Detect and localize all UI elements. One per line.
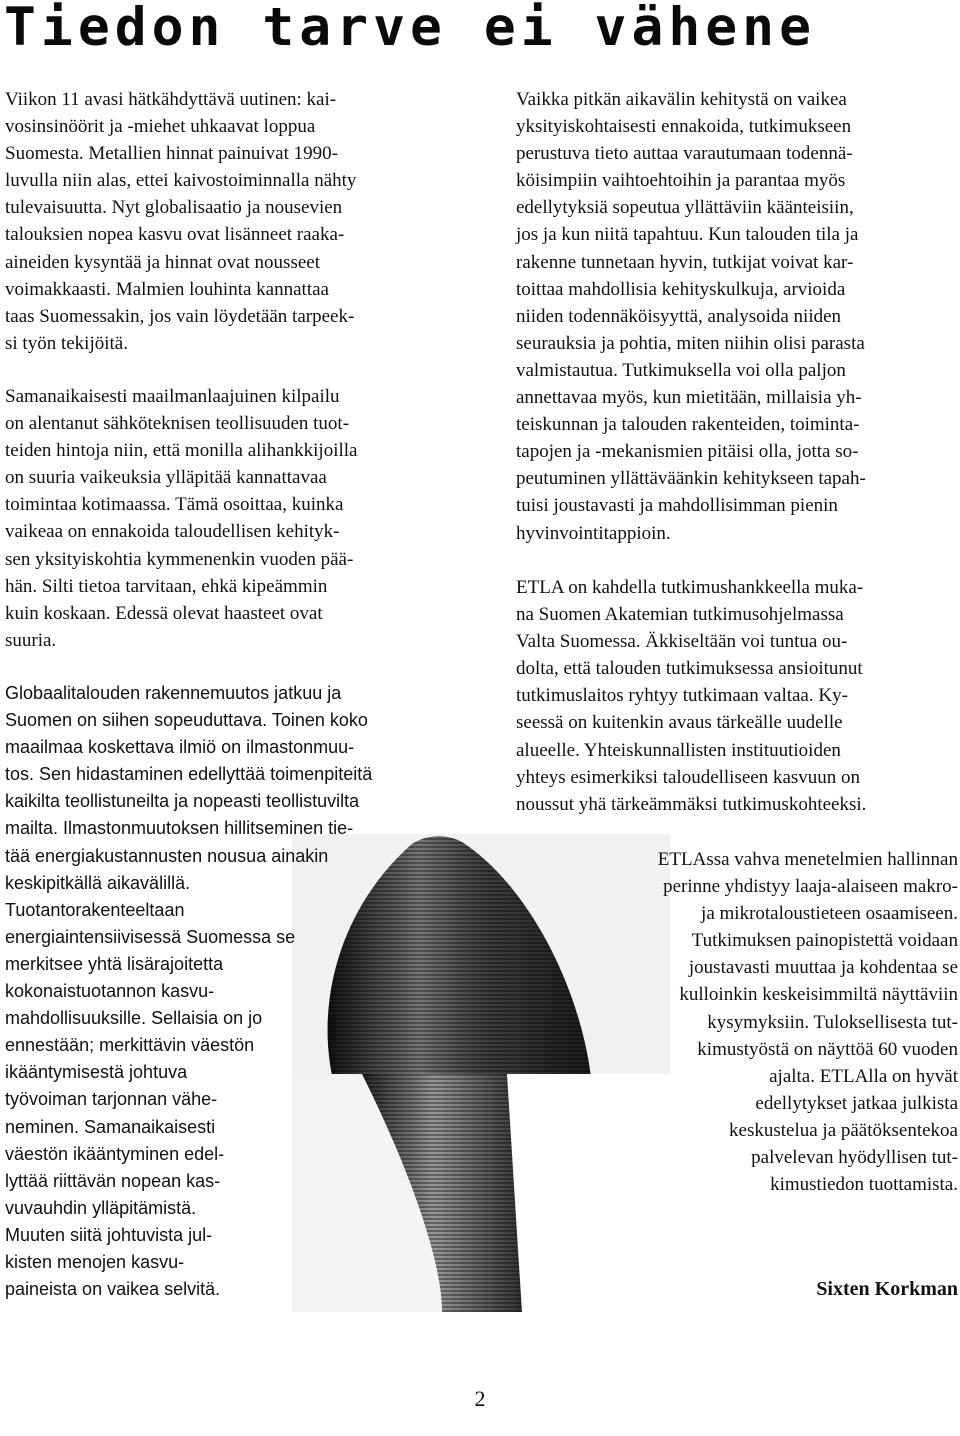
paragraph-3	[5, 680, 445, 1303]
text-line: ennestään; merkittävin väestön	[5, 1035, 255, 1056]
text-line: väestön ikääntyminen edel-	[5, 1143, 225, 1164]
text-line: jos ja kun niitä tapahtuu. Kun talouden tila ja	[516, 224, 859, 246]
text-line: peutuminen yllättäväänkin kehitykseen tapah-	[516, 468, 866, 490]
text-line: Tuotantorakenteeltaan	[5, 899, 185, 920]
text-line: Suomesta. Metallien hinnat painuivat 1990-	[5, 143, 338, 165]
text-line: dolta, että talouden tutkimuksessa ansioitunut	[516, 658, 863, 680]
page-title: Tiedon tarve ei vähene	[4, 0, 816, 58]
text-line: teiden hintoja niin, että monilla alihankkijoilla	[5, 440, 358, 462]
paragraph-1	[5, 86, 445, 357]
text-line: kimustyöstä on näyttöä 60 vuoden	[697, 1038, 958, 1060]
text-line: kysymyksiin. Tuloksellisesta tut-	[707, 1011, 958, 1033]
text-line: aineiden kysyntää ja hinnat ovat nousseet	[5, 251, 320, 273]
text-line: vuvauhdin ylläpitämistä.	[5, 1197, 197, 1218]
paragraph-6	[560, 846, 958, 1198]
text-line: si työn tekijöitä.	[5, 332, 128, 354]
text-line: hyvinvointitappioin.	[516, 522, 671, 544]
text-line: Globaalitalouden rakennemuutos jatkuu ja	[5, 683, 342, 703]
text-line: na Suomen Akatemian tutkimusohjelmassa	[516, 604, 844, 626]
text-line: palvelevan hyödyllisen tut-	[751, 1147, 958, 1169]
text-line: maailmaa koskettava ilmiö on ilmastonmuu-	[5, 737, 355, 758]
text-line: voimakkaasti. Malmien louhinta kannattaa	[5, 278, 329, 300]
text-line: seessä on kuitenkin avaus tärkeälle uudelle	[516, 712, 843, 734]
text-line: toittaa mahdollisia kehityskulkuja, arvioida	[516, 278, 846, 300]
text-line: mailta. Ilmastonmuutoksen hillitseminen tie-	[5, 818, 354, 839]
text-line: merkitsee yhtä lisärajoitetta	[5, 953, 224, 974]
text-line: valmistautua. Tutkimuksella voi olla paljon	[516, 359, 846, 381]
text-line: perinne yhdistyy laaja-alaiseen makro-	[663, 876, 958, 898]
text-line: tutkimuslaitos ryhtyy tutkimaan valtaa. Ky-	[516, 685, 848, 707]
text-line: vosinsinöörit ja -miehet uhkaavat loppua	[5, 116, 316, 138]
text-line: Muuten siitä johtuvista jul-	[5, 1224, 213, 1245]
text-line: rakenne tunnetaan hyvin, tutkijat voivat kar-	[516, 251, 854, 273]
text-line: sen yksityiskohtia kymmenenkin vuoden pää-	[5, 548, 354, 570]
text-line: tuisi joustavasti ja mahdollisimman pienin	[516, 495, 838, 517]
text-line: luvulla niin alas, ettei kaivostoiminnalla nähty	[5, 170, 357, 192]
text-line: seurauksia ja pohtia, miten niihin olisi parasta	[516, 332, 865, 354]
paragraph-5	[516, 574, 957, 818]
text-line: Samanaikaisesti maailmanlaajuinen kilpailu	[5, 386, 340, 407]
text-line: teiskunnan ja talouden rakenteiden, toiminta-	[516, 414, 860, 436]
text-line: kaikilta teollistuneilta ja nopeasti teollistuvilta	[5, 791, 360, 812]
text-line: ja mikrotaloustieteen osaamiseen.	[701, 903, 958, 925]
text-line: hän. Silti tietoa tarvitaan, ehkä kipeämmin	[5, 575, 328, 597]
text-line: keskipitkällä aikavälillä.	[5, 872, 191, 893]
text-line: ETLA on kahdella tutkimushankkeella muka-	[516, 577, 864, 598]
text-line: tapojen ja -mekanismien pitäisi olla, jotta so-	[516, 441, 859, 463]
text-line: Vaikka pitkän aikavälin kehitystä on vaikea	[516, 89, 847, 110]
text-line: neminen. Samanaikaisesti	[5, 1116, 216, 1137]
text-line: paineista on vaikea selvitä.	[5, 1279, 221, 1300]
text-line: yhteys esimerkiksi taloudelliseen kasvuun on	[516, 766, 861, 788]
text-line: kulloinkin keskeisimmiltä näyttäviin	[679, 984, 958, 1006]
text-line: kuin koskaan. Edessä olevat haasteet ovat	[5, 602, 323, 624]
text-line: taas Suomessakin, jos vain löydetään tarpeek-	[5, 305, 355, 327]
text-line: perustuva tieto auttaa varautumaan todennä-	[516, 143, 853, 165]
text-line: köisimpiin vaihtoehtoihin ja parantaa myös	[516, 170, 846, 192]
text-line: yksityiskohtaisesti ennakoida, tutkimukseen	[516, 116, 852, 138]
text-line: talouksien nopea kasvu ovat lisänneet raaka-	[5, 224, 345, 246]
text-line: suuria.	[5, 629, 57, 651]
text-line: toimintaa kotimaassa. Tämä osoittaa, kuinka	[5, 494, 344, 516]
text-line: on alentanut sähköteknisen teollisuuden tuot-	[5, 413, 350, 435]
text-line: kisten menojen kasvu-	[5, 1251, 185, 1272]
text-line: tos. Sen hidastaminen edellyttää toimenpiteitä	[5, 764, 373, 785]
paragraph-4	[516, 86, 957, 547]
text-line: niiden todennäköisyyttä, analysoida niiden	[516, 305, 842, 327]
text-line: ajalta. ETLAlla on hyvät	[769, 1065, 958, 1087]
text-line: lyttää riittävän nopean kas-	[5, 1170, 221, 1191]
text-line: Viikon 11 avasi hätkähdyttävä uutinen: kai-	[5, 89, 337, 110]
text-line: tää energiakustannusten nousua ainakin	[5, 845, 329, 866]
text-line: mahdollisuuksille. Sellaisia on jo	[5, 1008, 263, 1029]
text-line: edellytykset jatkaa julkista	[755, 1092, 958, 1114]
text-line: alueelle. Yhteiskunnallisten instituutioiden	[516, 739, 841, 761]
text-line: vaikeaa on ennakoida taloudellisen kehityk-	[5, 521, 340, 543]
text-line: Valta Suomessa. Äkkiseltään voi tuntua ou-	[516, 631, 848, 653]
text-line: joustavasti muuttaa ja kohdentaa se	[688, 957, 958, 979]
author-signature: Sixten Korkman	[816, 1278, 958, 1300]
text-line: keskustelua ja päätöksentekoa	[729, 1119, 958, 1141]
text-line: työvoiman tarjonnan vähe-	[5, 1089, 218, 1110]
text-line: annettavaa myös, kun mietitään, millaisia yh-	[516, 387, 862, 409]
text-line: Tutkimuksen painopistettä voidaan	[691, 930, 958, 952]
page-number: 2	[474, 1386, 486, 1411]
text-line: kimustiedon tuottamista.	[770, 1174, 958, 1196]
text-line: energiaintensiivisessä Suomessa se	[5, 926, 296, 947]
text-line: on suuria vaikeuksia ylläpitää kannattavaa	[5, 467, 327, 489]
text-line: noussut yhä tärkeämmäksi tutkimuskohteeksi.	[516, 793, 867, 815]
paragraph-2	[5, 383, 445, 654]
text-line: ETLAssa vahva menetelmien hallinnan	[657, 849, 958, 870]
text-line: tulevaisuutta. Nyt globalisaatio ja nousevien	[5, 197, 343, 219]
text-line: kokonaistuotannon kasvu-	[5, 981, 215, 1002]
text-line: ikääntymisestä johtuva	[5, 1062, 188, 1083]
text-line: Suomen on siihen sopeuduttava. Toinen koko	[5, 710, 368, 731]
text-line: edellytyksiä sopeutua yllättäviin käänteisiin,	[516, 197, 854, 219]
